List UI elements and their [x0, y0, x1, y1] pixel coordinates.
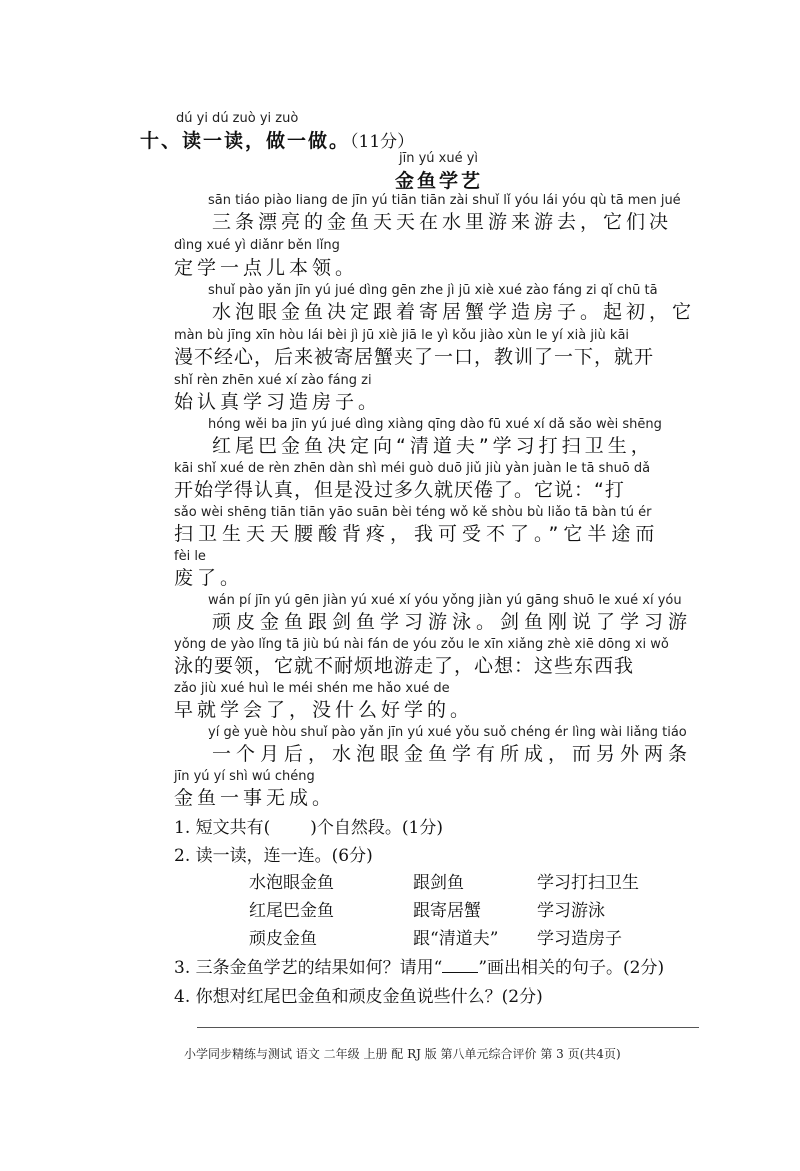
story-line-7: 开始学得认真，但是没过多久就厌倦了。它说：“打	[174, 479, 625, 501]
story-pinyin-2: dìng xué yì diǎnr běn lǐng	[174, 238, 340, 253]
match-col3-item[interactable]: 学习造房子	[537, 929, 622, 949]
match-col2-item[interactable]: 跟剑鱼	[413, 873, 464, 893]
story-line-8: 扫卫生天天腰酸背疼，我可受不了。”它半途而	[174, 523, 660, 545]
question-1-after: )个自然段。(1分)	[310, 818, 443, 838]
question-1	[174, 813, 443, 838]
story-line-13: 一个月后，水泡眼金鱼学有所成，而另外两条	[212, 743, 693, 765]
story-pinyin-12: zǎo jiù xué huì le méi shén me hǎo xué de	[174, 681, 450, 696]
story-pinyin-4: màn bù jīng xīn hòu lái bèi jì jū xiè jiā le yì kǒu jiào xùn le yí xià jiù kāi	[174, 328, 630, 343]
question-1-before: 1. 短文共有(	[174, 818, 271, 838]
question-3	[174, 953, 664, 978]
story-line-14: 金鱼一事无成。	[174, 787, 336, 809]
story-line-11: 泳的要领，它就不耐烦地游走了，心想：这些东西我	[174, 655, 635, 677]
story-pinyin-13: yí gè yuè hòu shuǐ pào yǎn jīn yú xué yǒu suǒ chéng ér lìng wài liǎng tiáo	[208, 725, 687, 740]
question-3-after: ”画出相关的句子。(2分)	[478, 958, 665, 978]
section-heading	[140, 126, 414, 153]
footer-divider	[197, 1027, 699, 1028]
story-line-12: 早就学会了，没什么好学的。	[174, 699, 474, 721]
story-title: 金鱼学艺	[395, 170, 484, 192]
story-pinyin-9: fèi le	[174, 549, 206, 564]
match-col1-item[interactable]: 顽皮金鱼	[249, 929, 317, 949]
section-pinyin: dú yi dú zuò yi zuò	[176, 111, 299, 126]
section-heading-text: 十、读一读，做一做。	[140, 130, 351, 152]
story-line-10: 顽皮金鱼跟剑鱼学习游泳。剑鱼刚说了学习游	[212, 611, 693, 633]
question-4: 4. 你想对红尾巴金鱼和顽皮金鱼说些什么？(2分)	[174, 987, 543, 1007]
story-pinyin-7: kāi shǐ xué de rèn zhēn dàn shì méi guò duō jiǔ jiù yàn juàn le tā shuō dǎ	[174, 461, 651, 476]
match-col3-item[interactable]: 学习游泳	[537, 901, 605, 921]
match-col2-item[interactable]: 跟“清道夫”	[413, 929, 499, 949]
story-pinyin-3: shuǐ pào yǎn jīn yú jué dìng gēn zhe jì jū xiè xué zào fáng zi qǐ chū tā	[208, 283, 658, 298]
match-col2-item[interactable]: 跟寄居蟹	[413, 901, 481, 921]
match-col1-item[interactable]: 红尾巴金鱼	[249, 901, 334, 921]
page-footer: 小学同步精练与测试 语文 二年级 上册 配 RJ 版 第八单元综合评价 第 3 页(共4页)	[184, 1047, 621, 1061]
underline-sample	[442, 972, 478, 973]
story-pinyin-11: yǒng de yào lǐng tā jiù bú nài fán de yóu zǒu le xīn xiǎng zhè xiē dōng xi wǒ	[174, 637, 669, 652]
question-3-before: 3. 三条金鱼学艺的结果如何？请用“	[174, 958, 443, 978]
title-pinyin: jīn yú xué yì	[399, 151, 479, 166]
section-score: （11分）	[350, 132, 415, 152]
story-pinyin-5: shǐ rèn zhēn xué xí zào fáng zi	[174, 373, 372, 388]
story-line-2: 定学一点儿本领。	[174, 257, 359, 279]
match-col3-item[interactable]: 学习打扫卫生	[537, 873, 639, 893]
question-2: 2. 读一读，连一连。(6分)	[174, 846, 373, 866]
story-pinyin-6: hóng wěi ba jīn yú jué dìng xiàng qīng dào fū xué xí dǎ sǎo wèi shēng	[208, 417, 662, 432]
story-line-4: 漫不经心，后来被寄居蟹夹了一口，教训了一下，就开	[174, 346, 655, 368]
story-line-5: 始认真学习造房子。	[174, 391, 382, 413]
story-pinyin-10: wán pí jīn yú gēn jiàn yú xué xí yóu yǒng jiàn yú gāng shuō le xué xí yóu	[208, 593, 682, 608]
match-col1-item[interactable]: 水泡眼金鱼	[249, 873, 334, 893]
story-line-6: 红尾巴金鱼决定向“清道夫”学习打扫卫生，	[212, 435, 654, 457]
story-pinyin-8: sǎo wèi shēng tiān tiān yāo suān bèi téng wǒ kě shòu bù liǎo tā bàn tú ér	[174, 505, 652, 520]
story-pinyin-14: jīn yú yí shì wú chéng	[174, 769, 315, 784]
story-pinyin-1: sān tiáo piào liang de jīn yú tiān tiān zài shuǐ lǐ yóu lái yóu qù tā men jué	[208, 193, 681, 208]
story-line-3: 水泡眼金鱼决定跟着寄居蟹学造房子。起初，它	[212, 301, 696, 323]
story-line-1: 三条漂亮的金鱼天天在水里游来游去，它们决	[212, 211, 673, 233]
story-line-9: 废了。	[174, 567, 244, 589]
